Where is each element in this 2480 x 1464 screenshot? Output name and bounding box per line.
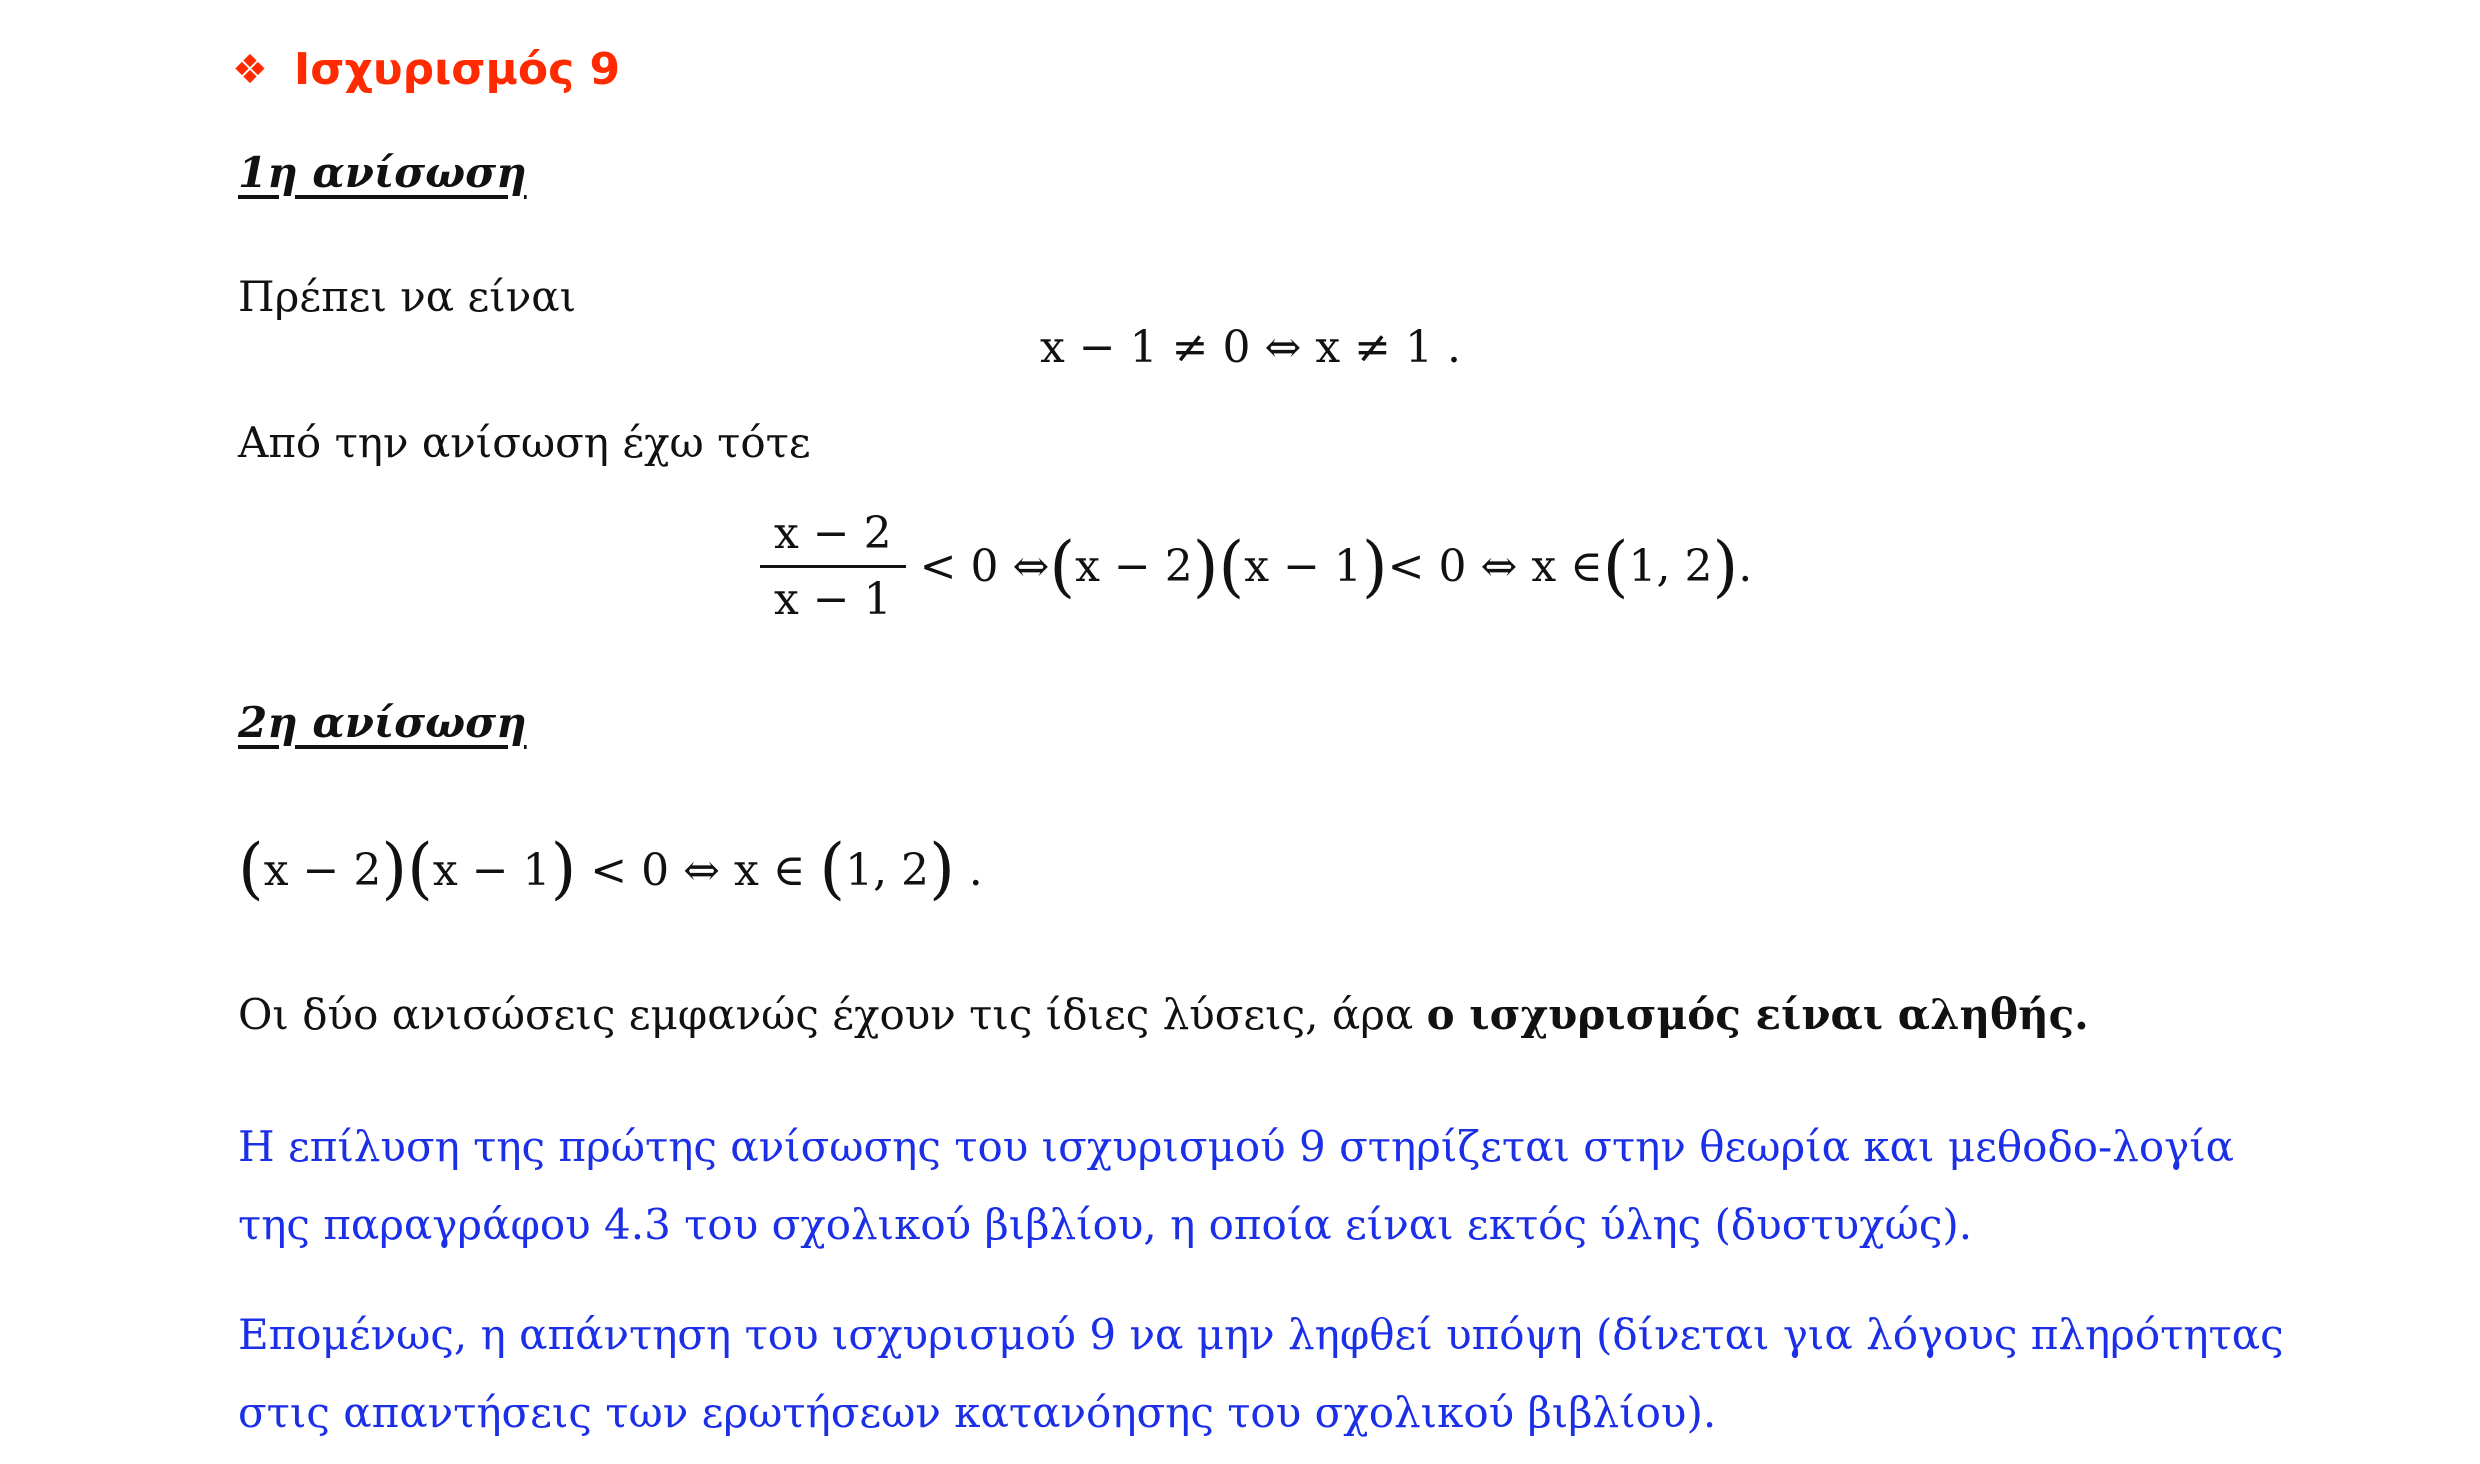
conclusion-bold: ο ισχυρισμός είναι αληθής. — [1426, 990, 2089, 1039]
fraction-numerator: x − 2 — [760, 508, 906, 568]
eq3-end: . — [954, 845, 983, 896]
claim-title: Ισχυρισμός 9 — [293, 44, 621, 95]
eq3-interval: 1, 2 — [845, 845, 930, 896]
eq2-mid: < 0 ⇔ x ∈ — [1387, 541, 1603, 592]
eq3-factor1: x − 2 — [263, 845, 382, 896]
conclusion — [238, 990, 2089, 1039]
equation-product: (x − 2)(x − 1) < 0 ⇔ x ∈ (1, 2) . — [238, 830, 983, 907]
section1-text2: Από την ανίσωση έχω τότε — [238, 418, 811, 467]
equation-condition: x − 1 ≠ 0 ⇔ x ≠ 1 . — [1040, 322, 1461, 373]
eq3-mid: < 0 ⇔ x ∈ — [576, 845, 820, 896]
eq2-factor2: x − 1 — [1244, 541, 1362, 592]
claim-heading — [232, 44, 620, 95]
section2-title: 2η ανίσωση — [238, 698, 527, 747]
conclusion-text: Οι δύο ανισώσεις εμφανώς έχουν τις ίδιες λύσεις, άρα — [238, 990, 1427, 1039]
section1-title: 1η ανίσωση — [238, 148, 527, 197]
fraction — [760, 508, 906, 625]
eq2-factor1: x − 2 — [1075, 541, 1193, 592]
section1-text1: Πρέπει να είναι — [238, 272, 577, 321]
eq2-end: . — [1738, 541, 1753, 592]
note-paragraph-2: Επομένως, η απάντηση του ισχυρισμού 9 να μην ληφθεί υπόψη (δίνεται για λόγους πληρότητας στις απαντήσεις των ερωτήσεων κατανόησης του σχολικού βιβλίου). — [238, 1310, 2284, 1437]
eq2-rest: < 0 ⇔ — [919, 541, 1050, 592]
eq3-factor2: x − 1 — [432, 845, 551, 896]
eq2-interval: 1, 2 — [1628, 541, 1713, 592]
diamond-bullet-icon: ❖ — [232, 46, 268, 93]
fraction-denominator: x − 1 — [774, 574, 892, 625]
note-paragraph-1: Η επίλυση της πρώτης ανίσωσης του ισχυρισμού 9 στηρίζεται στην θεωρία και μεθοδο-λογία της παραγράφου 4.3 του σχολικού βιβλίου, η οποία είναι εκτός ύλης (δυστυχώς). — [238, 1122, 2235, 1249]
equation-fraction: $\frac{x - 2}{x - 1}$ < 0 ⇔ ( x − 2 ) ( x − 1 ) < 0 ⇔ x ∈ ( 1, 2 ) . — [760, 508, 1752, 625]
